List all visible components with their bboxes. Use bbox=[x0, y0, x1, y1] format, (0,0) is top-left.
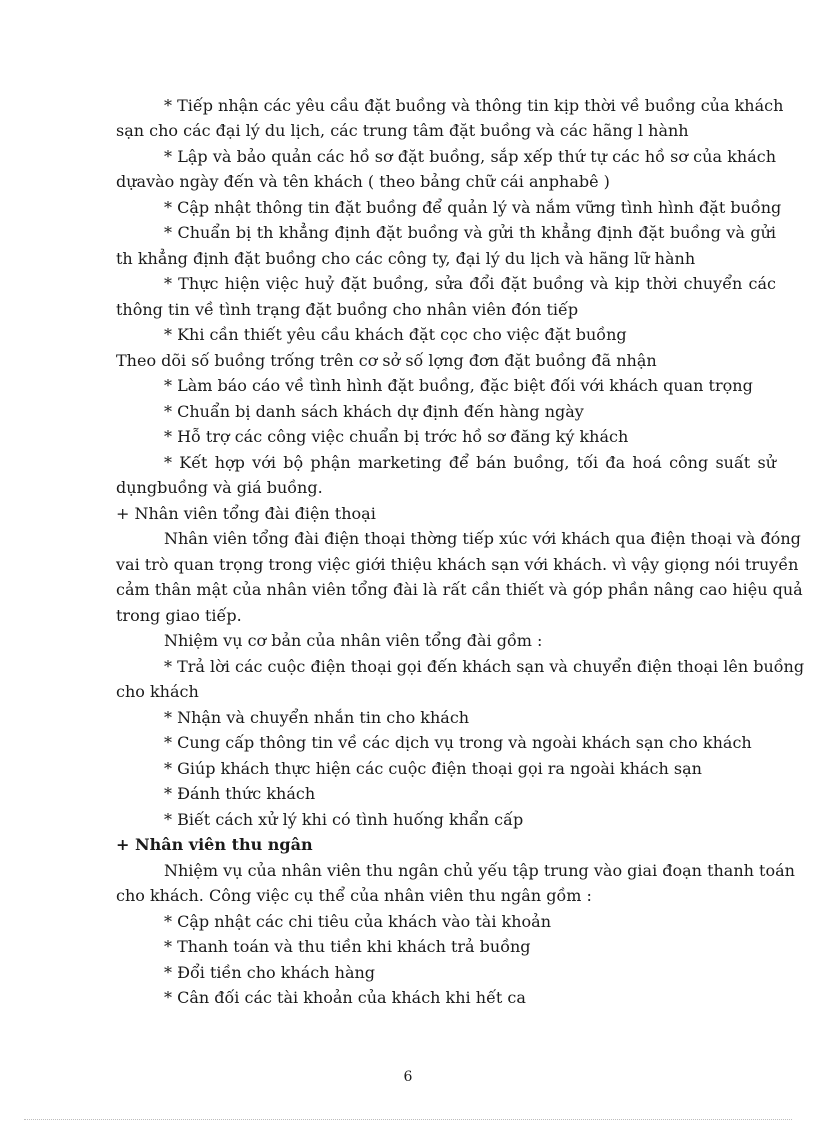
text-line: * Cung cấp thông tin về các dịch vụ trong và ngoài khách sạn cho khách bbox=[164, 733, 752, 752]
text-line: * Chuẩn bị th khẳng định đặt buồng và gửi th khẳng định đặt buồng và gửi bbox=[164, 223, 776, 242]
text-line: * Kết hợp với bộ phận marketing để bán buồng, tối đa hoá công suất sử bbox=[164, 453, 776, 472]
text-line: thông tin về tình trạng đặt buồng cho nhân viên đón tiếp bbox=[116, 300, 579, 319]
page-number: 6 bbox=[403, 1069, 413, 1085]
text-line: * Tiếp nhận các yêu cầu đặt buồng và thông tin kịp thời về buồng của khách bbox=[164, 96, 784, 115]
text-line: * Thực hiện việc huỷ đặt buồng, sửa đổi đặt buồng và kịp thời chuyển các bbox=[164, 274, 776, 293]
text-line: Nhân viên tổng đài điện thoại thờng tiếp xúc với khách qua điện thoại và đóng bbox=[164, 529, 801, 548]
text-line: * Cập nhật thông tin đặt buồng để quản lý và nắm vững tình hình đặt buồng bbox=[164, 198, 782, 217]
text-line: Theo dõi số buồng trống trên cơ sở số lợng đơn đặt buồng đã nhận bbox=[116, 351, 657, 370]
text-line: th khẳng định đặt buồng cho các công ty, đại lý du lịch và hãng lữ hành bbox=[116, 249, 696, 268]
text-line: * Hỗ trợ các công việc chuẩn bị trớc hồ sơ đăng ký khách bbox=[164, 427, 629, 446]
text-line: * Trả lời các cuộc điện thoại gọi đến khách sạn và chuyển điện thoại lên buồng bbox=[164, 657, 805, 676]
text-line: * Thanh toán và thu tiền khi khách trả buồng bbox=[164, 937, 531, 956]
section-heading: + Nhân viên tổng đài điện thoại bbox=[116, 504, 376, 523]
text-line: cho khách. Công việc cụ thể của nhân viên thu ngân gồm : bbox=[116, 886, 592, 905]
text-line: Nhiệm vụ cơ bản của nhân viên tổng đài gồm : bbox=[164, 631, 543, 650]
text-line: trong giao tiếp. bbox=[116, 606, 242, 625]
text-line: vai trò quan trọng trong việc giới thiệu khách sạn với khách. vì vậy giọng nói truyền bbox=[116, 555, 799, 574]
text-line: dựavào ngày đến và tên khách ( theo bảng chữ cái anphabê ) bbox=[116, 172, 610, 191]
text-line: * Đổi tiền cho khách hàng bbox=[164, 963, 376, 982]
text-line: Nhiệm vụ của nhân viên thu ngân chủ yếu tập trung vào giai đoạn thanh toán bbox=[164, 861, 795, 880]
text-line: * Lập và bảo quản các hồ sơ đặt buồng, sắp xếp thứ tự các hồ sơ của khách bbox=[164, 147, 776, 166]
text-line: sạn cho các đại lý du lịch, các trung tâm đặt buồng và các hãng l hành bbox=[116, 121, 689, 140]
text-line: * Làm báo cáo về tình hình đặt buồng, đặc biệt đối với khách quan trọng bbox=[164, 376, 753, 395]
text-line: * Chuẩn bị danh sách khách dự định đến hàng ngày bbox=[164, 402, 584, 421]
text-line: dụngbuồng và giá buồng. bbox=[116, 478, 323, 497]
section-heading: + Nhân viên thu ngân bbox=[116, 835, 313, 854]
text-line: * Nhận và chuyển nhắn tin cho khách bbox=[164, 708, 470, 727]
text-line: cho khách bbox=[116, 682, 199, 701]
text-line: * Khi cần thiết yêu cầu khách đặt cọc cho việc đặt buồng bbox=[164, 325, 627, 344]
text-line: * Giúp khách thực hiện các cuộc điện thoại gọi ra ngoài khách sạn bbox=[164, 759, 702, 778]
page-bottom-divider bbox=[24, 1119, 792, 1120]
text-line: * Cân đối các tài khoản của khách khi hết ca bbox=[164, 988, 526, 1007]
text-line: * Cập nhật các chi tiêu của khách vào tài khoản bbox=[164, 912, 552, 931]
text-line: cảm thân mật của nhân viên tổng đài là rất cần thiết và góp phần nâng cao hiệu quả bbox=[116, 580, 803, 599]
text-line: * Biết cách xử lý khi có tình huống khẩn cấp bbox=[164, 810, 524, 829]
text-line: * Đánh thức khách bbox=[164, 784, 316, 803]
